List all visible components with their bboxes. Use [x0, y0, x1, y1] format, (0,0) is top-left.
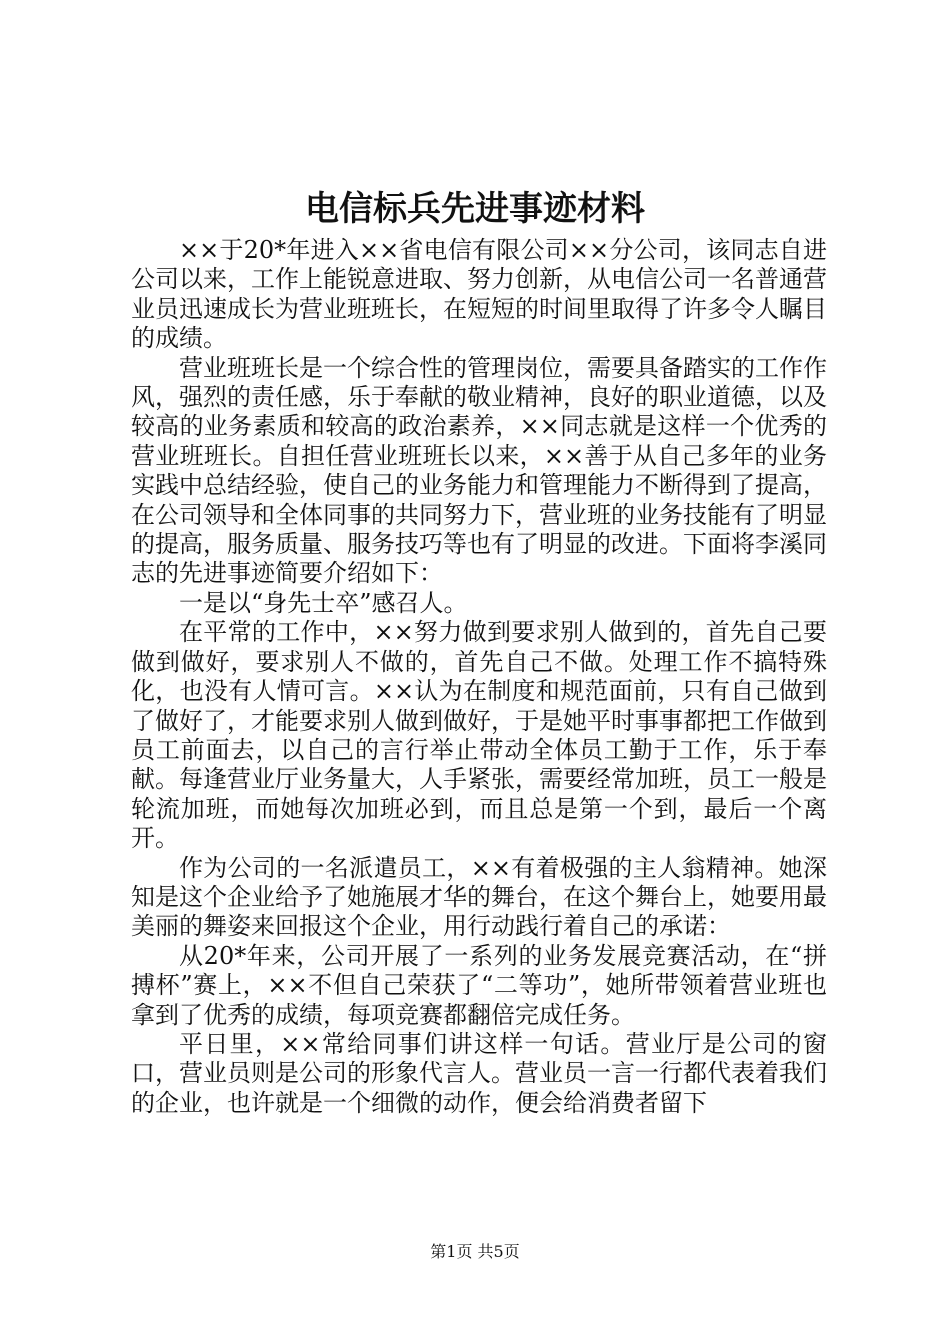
document-title: 电信标兵先进事迹材料	[305, 189, 645, 229]
paragraph: 从20*年来，公司开展了一系列的业务发展竞赛活动，在“拼搏杯”赛上，××不但自己荣获了“二等功”，她所带领着营业班也拿到了优秀的成绩，每项竞赛都翻倍完成任务。	[131, 941, 827, 1029]
document-body	[131, 236, 827, 1118]
paragraph: 一是以“身先士卒”感召人。	[179, 588, 468, 617]
paragraph: 在平常的工作中，××努力做到要求别人做到的，首先自己要做到做好，要求别人不做的，首先自己不做。处理工作不搞特殊化，也没有人情可言。××认为在制度和规范面前，只有自己做到了做好了，才能要求别人做到做好，于是她平时事事都把工作做到员工前面去，以自己的言行举止带动全体员工勤于工作，乐于奉献。每逢营业厅业务量大，人手紧张，需要经常加班，员工一般是轮流加班，而她每次加班必到，而且总是第一个到，最后一个离开。	[131, 618, 827, 853]
paragraph: 作为公司的一名派遣员工，××有着极强的主人翁精神。她深知是这个企业给予了她施展才华的舞台，在这个舞台上，她要用最美丽的舞姿来回报这个企业，用行动践行着自己的承诺：	[131, 853, 827, 941]
paragraph: 营业班班长是一个综合性的管理岗位，需要具备踏实的工作作风，强烈的责任感，乐于奉献的敬业精神，良好的职业道德，以及较高的业务素质和较高的政治素养，××同志就是这样一个优秀的营业班班长。自担任营业班班长以来，××善于从自己多年的业务实践中总结经验，使自己的业务能力和管理能力不断得到了提高，在公司领导和全体同事的共同努力下，营业班的业务技能有了明显的提高，服务质量、服务技巧等也有了明显的改进。下面将李溪同志的先进事迹简要介绍如下：	[131, 353, 827, 588]
paragraph: ××于20*年进入××省电信有限公司××分公司，该同志自进公司以来，工作上能锐意进取、努力创新，从电信公司一名普通营业员迅速成长为营业班班长，在短短的时间里取得了许多令人瞩目的成绩。	[131, 236, 827, 353]
paragraph: 平日里，××常给同事们讲这样一句话。营业厅是公司的窗口，营业员则是公司的形象代言人。营业员一言一行都代表着我们的企业，也许就是一个细微的动作，便会给消费者留下	[131, 1029, 827, 1117]
page-footer: 第1页 共5页	[430, 1242, 520, 1261]
